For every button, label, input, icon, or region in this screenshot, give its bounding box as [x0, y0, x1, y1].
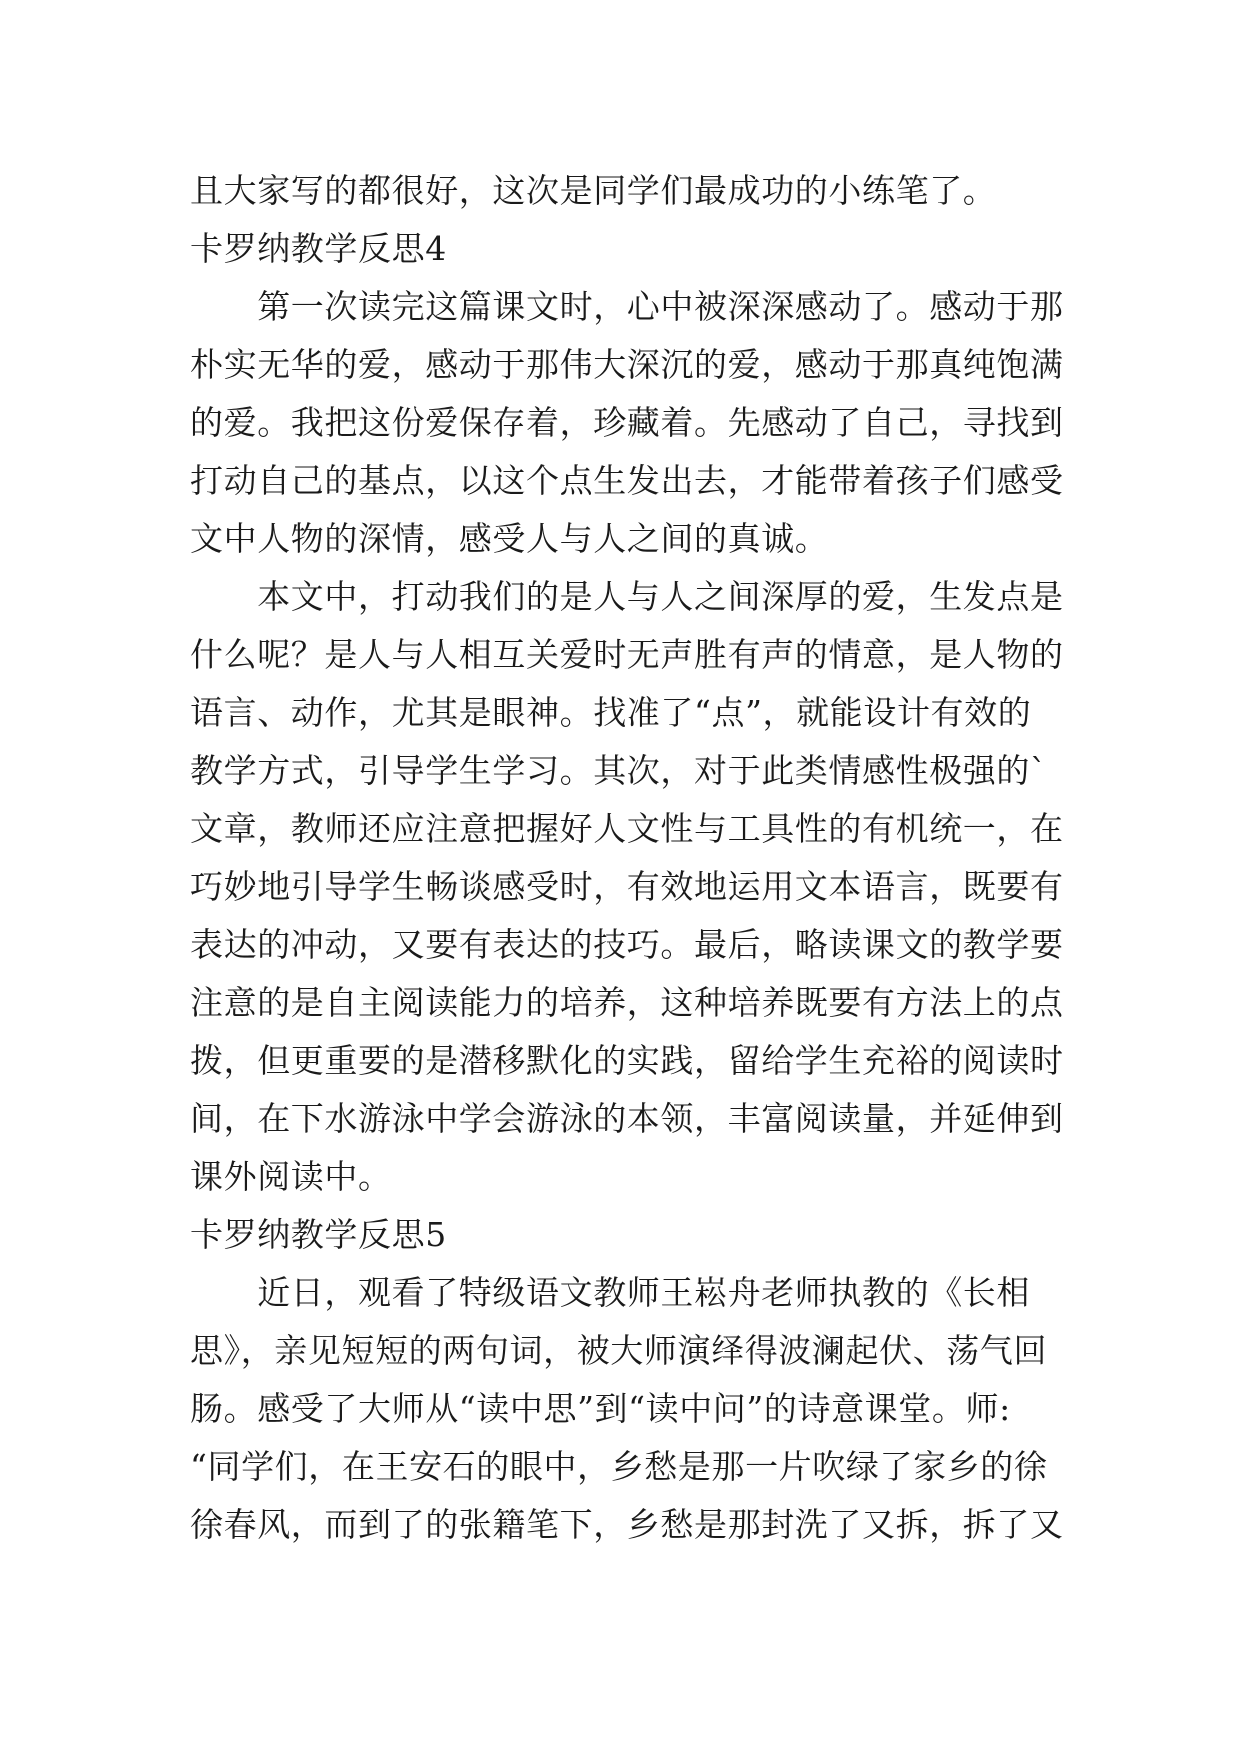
paragraph-line: 思》，亲见短短的两句词，被大师演绎得波澜起伏、荡气回 — [190, 1331, 1048, 1370]
continuation-line: 且大家写的都很好，这次是同学们最成功的小练笔了。 — [190, 171, 997, 210]
paragraph — [190, 1264, 1064, 1554]
paragraph-line: 拨，但更重要的是潜移默化的实践，留给学生充裕的阅读时 — [190, 1041, 1064, 1080]
paragraph-line: 注意的是自主阅读能力的培养，这种培养既要有方法上的点 — [190, 983, 1064, 1022]
paragraph-line: 表达的冲动，又要有表达的技巧。最后，略读课文的教学要 — [190, 925, 1064, 964]
paragraph-line: 徐春风，而到了的张籍笔下，乡愁是那封洗了又拆，拆了又 — [190, 1505, 1064, 1544]
paragraph-line: 近日，观看了特级语文教师王崧舟老师执教的《长相 — [190, 1273, 1030, 1312]
paragraph-line: 什么呢？是人与人相互关爱时无声胜有声的情意，是人物的 — [190, 635, 1064, 674]
paragraph-line: 教学方式，引导学生学习。其次，对于此类情感性极强的` — [190, 751, 1048, 790]
paragraph-line: 本文中，打动我们的是人与人之间深厚的爱，生发点是 — [190, 577, 1064, 616]
section-heading: 卡罗纳教学反思5 — [190, 1215, 447, 1254]
paragraph-line: 文章，教师还应注意把握好人文性与工具性的有机统一，在 — [190, 809, 1064, 848]
paragraph-line: 的爱。我把这份爱保存着，珍藏着。先感动了自己，寻找到 — [190, 403, 1064, 442]
paragraph-line: 朴实无华的爱，感动于那伟大深沉的爱，感动于那真纯饱满 — [190, 345, 1064, 384]
paragraph-line: 语言、动作，尤其是眼神。找准了“点”，就能设计有效的 — [190, 693, 1032, 732]
document-body — [190, 162, 1064, 1554]
paragraph-line: 打动自己的基点，以这个点生发出去，才能带着孩子们感受 — [190, 461, 1064, 500]
paragraph-line: 巧妙地引导学生畅谈感受时，有效地运用文本语言，既要有 — [190, 867, 1064, 906]
paragraph-line: 课外阅读中。 — [190, 1157, 392, 1196]
paragraph-line: 肠。感受了大师从“读中思”到“读中问”的诗意课堂。师: — [190, 1389, 1011, 1428]
paragraph — [190, 278, 1064, 568]
paragraph-line: 第一次读完这篇课文时，心中被深深感动了。感动于那 — [190, 287, 1064, 326]
paragraph-line: “同学们，在王安石的眼中，乡愁是那一片吹绿了家乡的徐 — [190, 1447, 1048, 1486]
paragraph — [190, 568, 1064, 1206]
paragraph-line: 文中人物的深情，感受人与人之间的真诚。 — [190, 519, 829, 558]
paragraph-line: 间，在下水游泳中学会游泳的本领，丰富阅读量，并延伸到 — [190, 1099, 1064, 1138]
section-heading: 卡罗纳教学反思4 — [190, 229, 447, 268]
